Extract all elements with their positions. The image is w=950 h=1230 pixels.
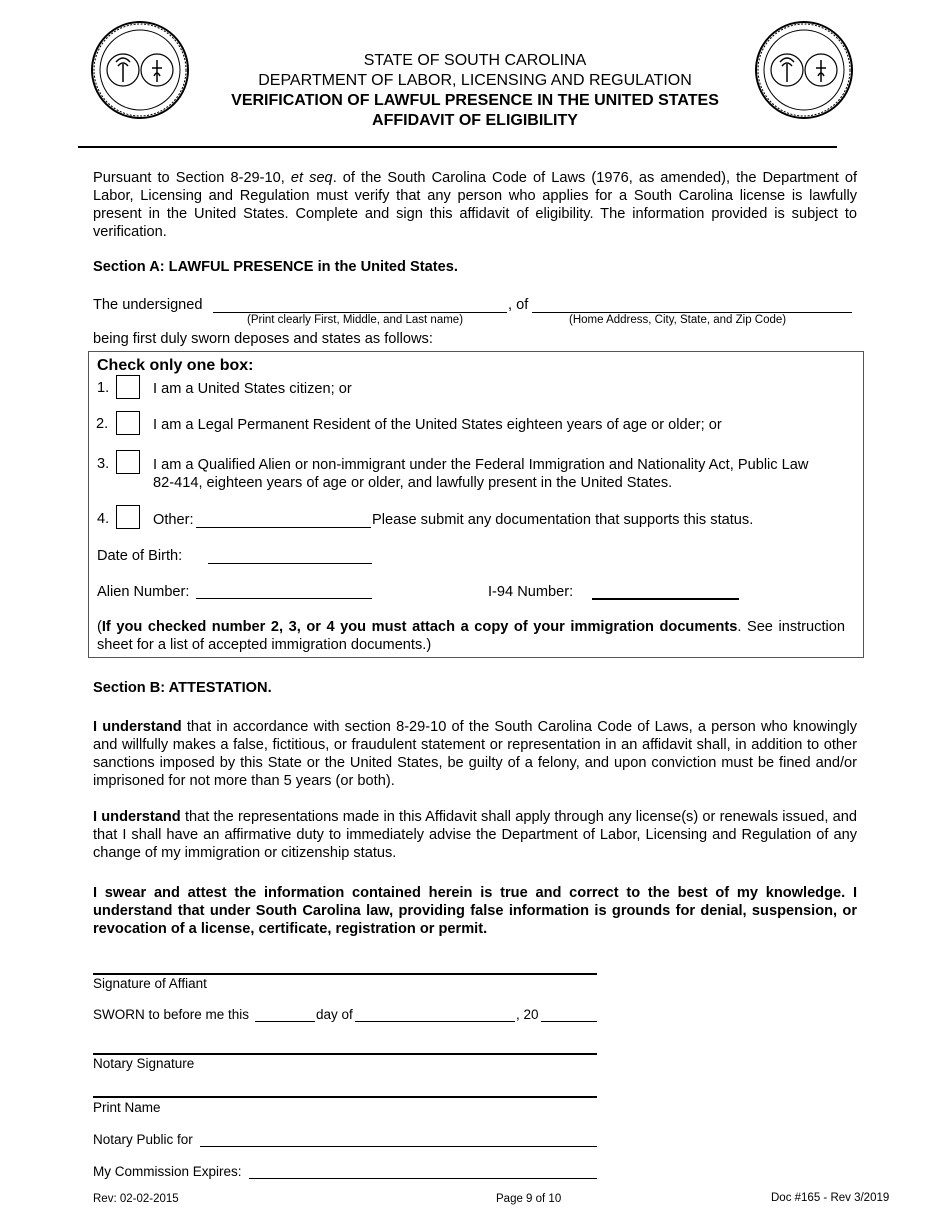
option-4-label: Other:: [153, 512, 194, 528]
i94-number-label: I-94 Number:: [488, 584, 574, 600]
alien-number-field[interactable]: [196, 598, 372, 599]
attestation-paragraph-2: I understand that the representations made in this Affidavit shall apply through any license(s) or renewals issued, and that I shall have an affirmative duty to immediately advise the Department of Labor, Licensing and Regulation of any change of my immigration or citizenship status.: [93, 809, 858, 861]
option-3-text-continued: 82-414, eighteen years of age or older, and lawfully present in the United States.: [153, 475, 673, 491]
footer-doc-number: Doc #165 - Rev 3/2019: [771, 1192, 890, 1204]
option-1-checkbox[interactable]: [116, 375, 140, 399]
of-label: , of: [508, 297, 529, 313]
print-name-line[interactable]: [93, 1096, 597, 1098]
header-title: VERIFICATION OF LAWFUL PRESENCE IN THE UNITED STATES: [231, 92, 719, 109]
dob-field[interactable]: [208, 563, 372, 564]
option-4-number: 4.: [97, 511, 110, 527]
alien-number-label: Alien Number:: [97, 584, 190, 600]
sworn-label-b: day of: [316, 1007, 353, 1022]
sworn-day-field[interactable]: [255, 1021, 315, 1022]
commission-expires-field[interactable]: [249, 1178, 597, 1179]
option-3-text: I am a Qualified Alien or non-immigrant under the Federal Immigration and Nationality Act, Public Law: [153, 457, 809, 473]
name-field[interactable]: [213, 312, 507, 313]
document-header: [0, 51, 950, 131]
other-status-field[interactable]: [196, 527, 371, 528]
notary-public-for-field[interactable]: [200, 1146, 597, 1147]
print-name-label: Print Name: [93, 1100, 161, 1115]
option-4-note: Please submit any documentation that supports this status.: [372, 512, 754, 528]
name-hint: (Print clearly First, Middle, and Last name): [247, 314, 464, 326]
immigration-documents-note: (If you checked number 2, 3, or 4 you must attach a copy of your immigration documents. See instruction sheet for a list of accepted immigration documents.): [97, 619, 845, 653]
header-subtitle: AFFIDAVIT OF ELIGIBILITY: [372, 112, 578, 129]
commission-expires-label: My Commission Expires:: [93, 1164, 242, 1179]
footer-revision: Rev: 02-02-2015: [93, 1193, 179, 1205]
header-department: DEPARTMENT OF LABOR, LICENSING AND REGULATION: [258, 72, 692, 89]
option-1-text: I am a United States citizen; or: [153, 381, 352, 397]
option-4-checkbox[interactable]: [116, 505, 140, 529]
undersigned-label: The undersigned: [93, 297, 203, 313]
sworn-statement: being first duly sworn deposes and states as follows:: [93, 331, 433, 347]
footer-page-number: Page 9 of 10: [496, 1193, 562, 1205]
option-2-number: 2.: [96, 416, 109, 432]
check-title: Check only one box:: [97, 357, 254, 374]
sworn-month-field[interactable]: [355, 1021, 515, 1022]
option-2-checkbox[interactable]: [116, 411, 140, 435]
address-hint: (Home Address, City, State, and Zip Code): [569, 314, 787, 326]
option-3-number: 3.: [97, 456, 110, 472]
swear-statement: I swear and attest the information contained herein is true and correct to the best of my knowledge. I understand that under South Carolina law, providing false information is grounds for denial, suspension, or revocation of a license, certificate, registration or permit.: [93, 885, 857, 937]
dob-label: Date of Birth:: [97, 548, 183, 564]
i94-number-field[interactable]: [592, 598, 739, 600]
option-1-number: 1.: [97, 380, 110, 396]
sworn-year-field[interactable]: [541, 1021, 597, 1022]
option-2-text: I am a Legal Permanent Resident of the United States eighteen years of age or older; or: [153, 417, 722, 433]
header-divider: [78, 146, 837, 148]
sworn-label-c: , 20: [516, 1007, 539, 1022]
affiant-signature-label: Signature of Affiant: [93, 976, 207, 991]
section-b-title: Section B: ATTESTATION.: [93, 680, 272, 696]
address-field[interactable]: [532, 312, 852, 313]
attestation-paragraph-1: I understand that in accordance with section 8-29-10 of the South Carolina Code of Laws, a person who knowingly and willfully makes a false, fictitious, or fraudulent statement or representation in an affidavit shall, in addition to other sanctions imposed by this State or the United States, be guilty of a felony, and upon conviction must be fined and/or imprisoned for not more than 5 years (or both).: [93, 719, 858, 789]
section-a-title: Section A: LAWFUL PRESENCE in the United States.: [93, 259, 458, 275]
option-3-checkbox[interactable]: [116, 450, 140, 474]
header-state: STATE OF SOUTH CAROLINA: [363, 52, 587, 69]
notary-public-for-label: Notary Public for: [93, 1132, 193, 1147]
notary-signature-label: Notary Signature: [93, 1056, 195, 1071]
sworn-label-a: SWORN to before me this: [93, 1007, 250, 1022]
intro-paragraph: Pursuant to Section 8-29-10, et seq. of the South Carolina Code of Laws (1976, as amended), the Department of Labor, Licensing and Regulation must verify that any person who applies for a South Carolina license is lawfully present in the United States. Complete and sign this affidavit of eligibility. The information provided is subject to verification.: [93, 170, 857, 240]
